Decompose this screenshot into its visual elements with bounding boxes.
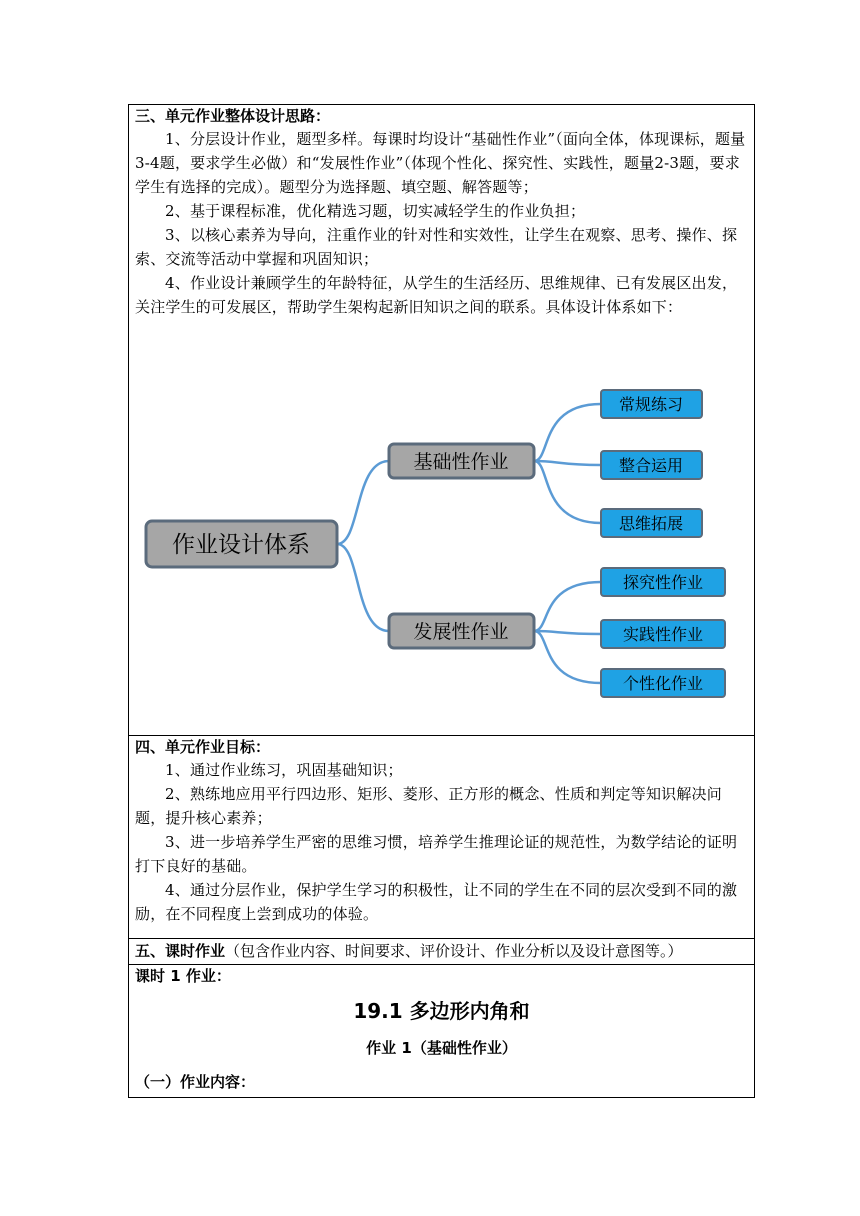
section-3-paragraph-2: 2、基于课程标准，优化精选习题，切实减轻学生的作业负担； xyxy=(165,202,586,220)
section-3-paragraph-3: 3、以核心素养为导向，注重作业的针对性和实效性，让学生在观察、思考、操作、探索、交流等活动中掌握和巩固知识； xyxy=(135,226,738,268)
mindmap-branch-development xyxy=(389,614,534,648)
root-node-label: 作业设计体系 xyxy=(172,532,310,558)
connector-root-branch2 xyxy=(337,544,389,631)
lesson-1-block xyxy=(129,965,754,1097)
branch-basic-label: 基础性作业 xyxy=(413,451,509,473)
connector-branch1-leaf2 xyxy=(534,461,601,465)
section-goals xyxy=(129,736,754,939)
leaf-thinking-extension xyxy=(601,509,702,537)
lesson-subtitle: 作业 1（基础性作业） xyxy=(366,1039,517,1057)
leaf-regular-practice-label: 常规练习 xyxy=(618,395,684,414)
connector-branch1-leaf3 xyxy=(534,461,601,523)
mindmap-root-node xyxy=(146,521,337,567)
connector-branch2-leaf3 xyxy=(534,631,601,683)
leaf-practice-homework xyxy=(601,620,725,648)
section-4-paragraph-1: 1、通过作业练习，巩固基础知识； xyxy=(165,761,403,779)
section-4-paragraph-4: 4、通过分层作业，保护学生学习的积极性，让不同的学生在不同的层次受到不同的激励，在不同程度上尝到成功的体验。 xyxy=(135,881,738,923)
branch-development-label: 发展性作业 xyxy=(413,621,509,643)
connector-branch2-leaf2 xyxy=(534,631,601,634)
lesson-title: 19.1 多边形内角和 xyxy=(353,999,530,1023)
document-table xyxy=(128,104,755,1098)
mindmap-branch-basic xyxy=(389,444,534,478)
leaf-thinking-extension-label: 思维拓展 xyxy=(618,514,684,533)
section-3-paragraph-1: 1、分层设计作业，题型多样。每课时均设计“基础性作业”（面向全体，体现课标，题量3-4题，要求学生必做）和“发展性作业”（体现个性化、探究性、实践性，题量2-3题，要求学生有选择的完成）。题型分为选择题、填空题、解答题等； xyxy=(135,130,746,196)
mindmap-diagram xyxy=(129,351,754,731)
section-4-paragraph-2: 2、熟练地应用平行四边形、矩形、菱形、正方形的概念、性质和判定等知识解决问题，提升核心素养； xyxy=(135,785,722,827)
connector-branch1-leaf1 xyxy=(534,404,601,461)
section-5-note: （包含作业内容、时间要求、评价设计、作业分析以及设计意图等。） xyxy=(225,942,683,960)
leaf-inquiry-homework xyxy=(601,568,725,596)
lesson-label: 课时 1 作业： xyxy=(135,967,231,985)
leaf-personalized-homework-label: 个性化作业 xyxy=(622,674,704,693)
connector-branch2-leaf1 xyxy=(534,582,601,631)
section-3-paragraph-4: 4、作业设计兼顾学生的年龄特征，从学生的生活经历、思维规律、已有发展区出发，关注学生的可发展区，帮助学生架构起新旧知识之间的联系。具体设计体系如下： xyxy=(135,274,738,316)
homework-content-label: （一）作业内容： xyxy=(135,1073,256,1091)
section-3-title: 三、单元作业整体设计思路： xyxy=(135,107,331,125)
section-design-ideas xyxy=(129,105,754,736)
leaf-regular-practice xyxy=(601,390,702,418)
leaf-integrated-use-label: 整合运用 xyxy=(618,456,684,475)
leaf-practice-homework-label: 实践性作业 xyxy=(622,625,704,644)
leaf-integrated-use xyxy=(601,451,702,479)
section-4-paragraph-3: 3、进一步培养学生严密的思维习惯，培养学生推理论证的规范性，为数学结论的证明打下良好的基础。 xyxy=(135,833,738,875)
section-4-title: 四、单元作业目标： xyxy=(135,738,271,756)
leaf-personalized-homework xyxy=(601,669,725,697)
leaf-inquiry-homework-label: 探究性作业 xyxy=(622,573,704,592)
section-5-title: 五、课时作业 xyxy=(135,942,226,960)
section-lesson-homework xyxy=(129,939,754,965)
connector-root-branch1 xyxy=(337,461,389,544)
